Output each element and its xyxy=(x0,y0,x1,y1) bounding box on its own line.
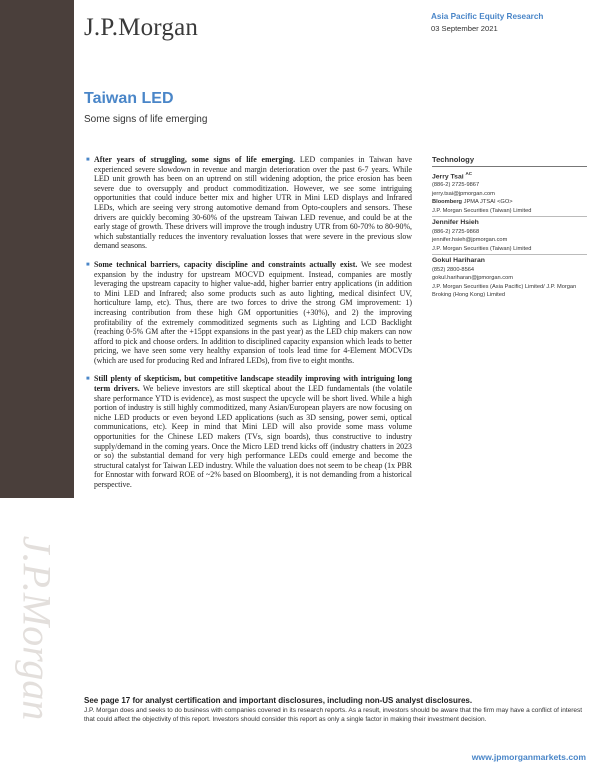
paragraph-lead: Some technical barriers, capacity discipline and constraints actually exist. xyxy=(94,259,358,269)
analyst-email[interactable]: jerry.tsai@jpmorgan.com xyxy=(432,190,495,197)
sidebar-band xyxy=(0,0,74,498)
company-logo: J.P.Morgan xyxy=(84,14,199,41)
bullet-icon: ■ xyxy=(86,376,90,383)
report-subtitle: Some signs of life emerging xyxy=(84,114,208,125)
analyst-cert-mark: AC xyxy=(465,170,473,176)
watermark-logo: J.P.Morgan xyxy=(14,535,60,720)
analyst-block xyxy=(432,219,587,255)
analyst-email[interactable]: jennifer.hsieh@jpmorgan.com xyxy=(432,237,508,244)
analyst-entity: J.P. Morgan Securities (Taiwan) Limited xyxy=(432,207,532,214)
analyst-entity: J.P. Morgan Securities (Taiwan) Limited xyxy=(432,245,532,252)
disclosure-headline: See page 17 for analyst certification and important disclosures, including non-US analyst disclosures. xyxy=(84,696,473,705)
analyst-email[interactable]: gokul.hariharan@jpmorgan.com xyxy=(432,275,514,282)
analyst-name: Gokul Hariharan xyxy=(432,257,485,265)
analyst-phone: (886-2) 2725-9867 xyxy=(432,182,480,189)
paragraph-lead: Still plenty of skepticism, but competitive landscape steadily improving with intriguing long term drivers. xyxy=(94,374,412,394)
analyst-block xyxy=(432,257,587,301)
paragraph-text: We see modest expansion by the industry for upstream MOCVD equipment. Instead, companies are mostly leveraging the upstream capacity to higher value-add, higher barrier entry applications (in addition to Mini LED and Infrared; also some products such as auto lighting, medical disinfect UV, horticulture lamp, etc). Thus, there are two forces to drive the strong GM improvement: 1) increasing contribution from these high GM opportunities (+30%), and 2) the improving profitability of the extremely commoditized segments such as Lighting and LCD Backlight (reaching 0-5% GM after the +15ppt expansions in the past year) as the LED chip makers can now afford to pick and choose orders. In addition to disciplined capacity expansion which leads to better pricing, we have seen some very healthy expansion of tools lead time for 4-Element MOCVDs (which are used for producing Red and Infrared LEDs), from five to eight months. xyxy=(94,259,412,365)
report-body xyxy=(86,155,412,499)
disclosure-block xyxy=(84,697,592,724)
analyst-phone: (852) 2800-8564 xyxy=(432,266,475,273)
analyst-name: Jennifer Hsieh xyxy=(432,219,479,227)
section-heading: Technology xyxy=(432,156,587,167)
bullet-paragraph xyxy=(86,155,412,251)
bullet-icon: ■ xyxy=(86,261,90,268)
disclosure-text: J.P. Morgan does and seeks to do business with companies covered in its research reports. As a result, investors should be aware that the firm may have a conflict of interest that could affect the objectivity of this report. Investors should consider this report as only a single factor in making their investment decision. xyxy=(84,707,583,723)
paragraph-lead: After years of struggling, some signs of life emerging. xyxy=(94,155,296,164)
paragraph-text: LED companies in Taiwan have experienced severe slowdown in revenue and margin deterioration over the past 6-7 years. While LED unit growth has been on an uptrend on still widening adoption, the price erosion has been severe due to oversupply and product commoditization. However, we see some intriguing opportunities that could induce better mix and higher UTR in Mini LED displays and Infrared LEDs, which are seeing very strong automotive demand from Opto-couplers and sensors. These drivers are quickly becoming 30-60% of the upstream Taiwan LED revenue, and could be at the early stage of growth. These drivers will improve the trough industry UTR from 60-70% to 80-90%, which substantially reduces the inventory revaluation losses that were severe in the previous slow demand seasons. xyxy=(94,155,412,251)
footer-link[interactable]: www.jpmorganmarkets.com xyxy=(471,752,586,762)
analyst-block xyxy=(432,170,587,218)
paragraph-text: We believe investors are still skeptical about the LED fundamentals (the volatile share performance YTD is evidence), as most suspect the upcycle will be short lived. While a high portion of industry is still highly commoditized, many Asian/European players are now focusing on niche LED products or even beyond LED applications (such as 3D sensing, power semi, optical communications, etc). Keep in mind that Mini LED will also provide some mass volume opportunities for the Chinese LED makers (TVs, sign boards), thus constructive to industry supply/demand in the coming years. Once the Micro LED trend kicks off (industry chatters in 2023 or so) the substantial demand for very high performance LEDs could emerge and become the structural catalyst for Taiwan LED industry. While the valuation does not seem to be cheap (1x PBR for Ennostar with forward ROE of ~2% based on Bloomberg), it is not demanding from a historical perspective. xyxy=(94,384,412,489)
bullet-icon: ■ xyxy=(86,157,90,163)
report-date: 03 September 2021 xyxy=(431,24,498,33)
analyst-name: Jerry Tsai $^{AC}$ xyxy=(432,170,473,180)
analyst-entity: J.P. Morgan Securities (Asia Pacific) Limited/ J.P. Morgan Broking (Hong Kong) Limited xyxy=(432,283,577,299)
report-title: Taiwan LED xyxy=(84,90,174,107)
department-label: Asia Pacific Equity Research xyxy=(431,12,544,21)
bullet-paragraph xyxy=(86,260,412,366)
analyst-bloomberg: Bloomberg JPMA JTSAI <GO> xyxy=(432,199,513,206)
analyst-panel xyxy=(432,156,587,303)
analyst-phone: (886-2) 2725-9868 xyxy=(432,228,480,235)
bullet-paragraph xyxy=(86,374,412,489)
report-header-meta xyxy=(431,12,586,33)
